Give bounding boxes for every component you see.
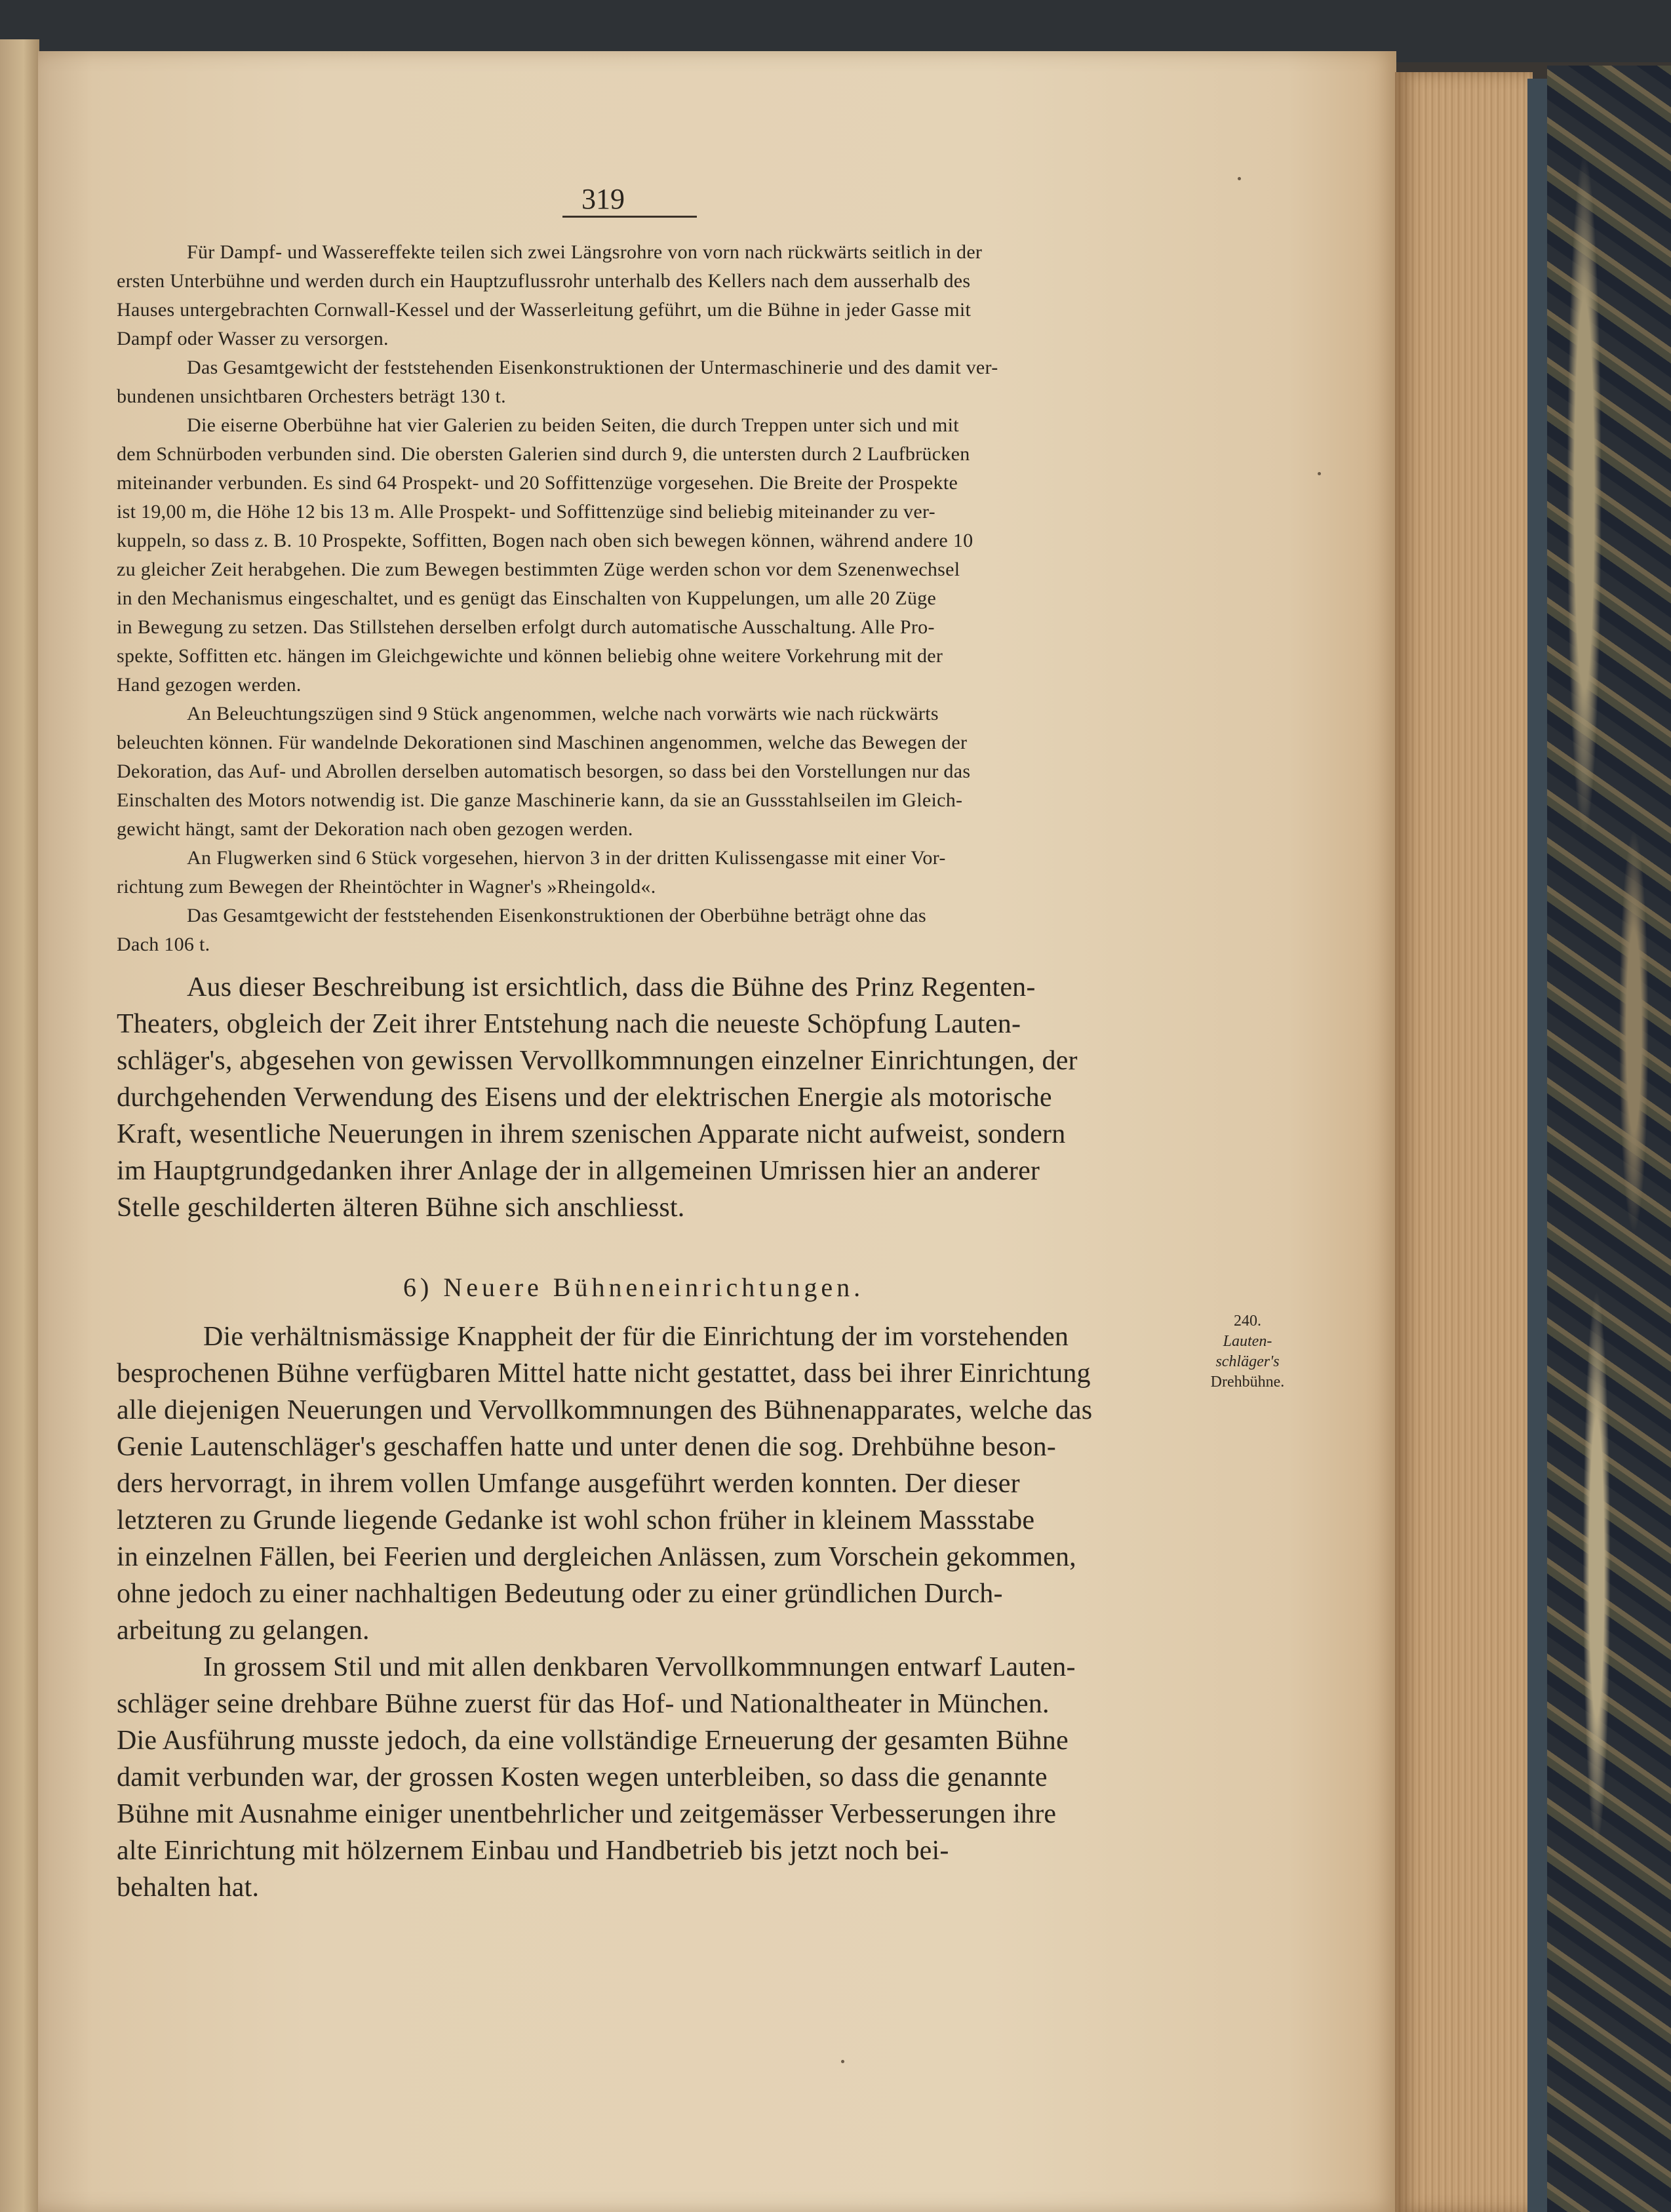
text-line: spekte, Soffitten etc. hängen im Gleichgewichte und können beliebig ohne weitere Vorkehrung mit der <box>117 645 943 667</box>
margin-note-number: 240. <box>1234 1313 1261 1330</box>
text-line: Die eiserne Oberbühne hat vier Galerien zu beiden Seiten, die durch Treppen unter sich und mit <box>187 414 959 436</box>
text-line: richtung zum Bewegen der Rheintöchter in Wagner's »Rheingold«. <box>117 876 656 898</box>
text-line: Dekoration, das Auf- und Abrollen derselben automatisch besorgen, so dass bei den Vorstellungen nur das <box>117 760 971 782</box>
text-line: bundenen unsichtbaren Orchesters beträgt 130 t. <box>117 385 506 407</box>
text-line: durchgehenden Verwendung des Eisens und der elektrischen Energie als motorische <box>117 1082 1052 1113</box>
text-line: damit verbunden war, der grossen Kosten wegen unterbleiben, so dass die genannte <box>117 1762 1048 1792</box>
margin-note-line3: Drehbühne. <box>1210 1373 1285 1391</box>
text-line: gewicht hängt, samt der Dekoration nach oben gezogen werden. <box>117 818 633 840</box>
text-line: alle diejenigen Neuerungen und Vervollkommnungen des Bühnenapparates, welche das <box>117 1395 1093 1425</box>
text-line: ders hervorragt, in ihrem vollen Umfange ausgeführt werden konnten. Der dieser <box>117 1469 1020 1499</box>
text-line: Für Dampf- und Wassereffekte teilen sich zwei Längsrohre von vorn nach rückwärts seitlich in der <box>187 241 983 263</box>
text-line: Dampf oder Wasser zu versorgen. <box>117 328 389 349</box>
text-line: in den Mechanismus eingeschaltet, und es genügt das Einschalten von Kuppelungen, um alle 20 Züge <box>117 587 937 609</box>
text-line: in einzelnen Fällen, bei Feerien und dergleichen Anlässen, zum Vorschein gekommen, <box>117 1542 1076 1572</box>
text-line: Hauses untergebrachten Cornwall-Kessel und der Wasserleitung geführt, um die Bühne in jeder Gasse mit <box>117 299 972 321</box>
book-cover-band <box>1527 79 1548 2212</box>
text-line: Bühne mit Ausnahme einiger unentbehrlicher und zeitgemässer Verbesserungen ihre <box>117 1799 1057 1829</box>
text-line: zu gleicher Zeit herabgehen. Die zum Bewegen bestimmten Züge werden schon vor dem Szenenwechsel <box>117 559 960 580</box>
text-line: An Beleuchtungszügen sind 9 Stück angenommen, welche nach vorwärts wie nach rückwärts <box>187 703 939 724</box>
margin-note-line2: schläger's <box>1215 1353 1280 1370</box>
text-line: Dach 106 t. <box>117 934 210 955</box>
text-line: im Hauptgrundgedanken ihrer Anlage der in allgemeinen Umrissen hier an anderer <box>117 1156 1040 1186</box>
text-line: miteinander verbunden. Es sind 64 Prospekt- und 20 Soffittenzüge vorgesehen. Die Breite der Prospekte <box>117 472 958 494</box>
text-line: Theaters, obgleich der Zeit ihrer Entstehung nach die neueste Schöpfung Lauten- <box>117 1009 1021 1039</box>
text-line: schläger's, abgesehen von gewissen Vervollkommnungen einzelner Einrichtungen, der <box>117 1046 1078 1076</box>
text-line: An Flugwerken sind 6 Stück vorgesehen, hiervon 3 in der dritten Kulissengasse mit einer Vor- <box>187 847 946 869</box>
text-line: Aus dieser Beschreibung ist ersichtlich, dass die Bühne des Prinz Regenten- <box>187 972 1036 1002</box>
text-line: schläger seine drehbare Bühne zuerst für das Hof- und Nationaltheater in München. <box>117 1689 1050 1719</box>
text-line: ist 19,00 m, die Höhe 12 bis 13 m. Alle Prospekt- und Soffittenzüge sind beliebig miteinander zu ver- <box>117 501 935 523</box>
paper-speck <box>1238 177 1241 180</box>
text-line: dem Schnürboden verbunden sind. Die obersten Galerien sind durch 9, die untersten durch 2 Laufbrücken <box>117 443 970 465</box>
text-line: Einschalten des Motors notwendig ist. Die ganze Maschinerie kann, da sie an Gussstahlseilen im Gleich- <box>117 789 963 811</box>
text-line: Genie Lautenschläger's geschaffen hatte und unter denen die sog. Drehbühne beson- <box>117 1432 1056 1462</box>
page-number-rule <box>562 216 697 218</box>
text-line: kuppeln, so dass z. B. 10 Prospekte, Soffitten, Bogen nach oben sich bewegen können, während andere 10 <box>117 530 973 551</box>
text-line: Das Gesamtgewicht der feststehenden Eisenkonstruktionen der Untermaschinerie und des damit ver- <box>187 357 998 378</box>
text-line: behalten hat. <box>117 1872 260 1903</box>
text-line: in Bewegung zu setzen. Das Stillstehen derselben erfolgt durch automatische Ausschaltung. Alle Pro- <box>117 616 935 638</box>
page-block-edges <box>1395 72 1533 2212</box>
text-line: Das Gesamtgewicht der feststehenden Eisenkonstruktionen der Oberbühne beträgt ohne das <box>187 905 926 926</box>
text-line: arbeitung zu gelangen. <box>117 1615 370 1646</box>
page-number: 319 <box>581 183 625 215</box>
paper-speck <box>1318 472 1321 475</box>
text-line: Stelle geschilderten älteren Bühne sich anschliesst. <box>117 1193 685 1223</box>
text-line: Hand gezogen werden. <box>117 674 302 696</box>
text-line: alte Einrichtung mit hölzernem Einbau und Handbetrieb bis jetzt noch bei- <box>117 1836 949 1866</box>
text-line: beleuchten können. Für wandelnde Dekorationen sind Maschinen angenommen, welche das Bewegen der <box>117 732 968 753</box>
text-line: ohne jedoch zu einer nachhaltigen Bedeutung oder zu einer gründlichen Durch- <box>117 1579 1003 1609</box>
text-line: letzteren zu Grunde liegende Gedanke ist wohl schon früher in kleinem Massstabe <box>117 1505 1035 1535</box>
text-line: Die Ausführung musste jedoch, da eine vollständige Erneuerung der gesamten Bühne <box>117 1726 1069 1756</box>
text-line: ersten Unterbühne und werden durch ein Hauptzuflussrohr unterhalb des Kellers nach dem ausserhalb des <box>117 270 971 292</box>
left-page-edge <box>0 39 39 2212</box>
text-line: besprochenen Bühne verfügbaren Mittel hatte nicht gestattet, dass bei ihrer Einrichtung <box>117 1358 1091 1389</box>
text-line: Die verhältnismässige Knappheit der für die Einrichtung der im vorstehenden <box>203 1322 1069 1352</box>
marbled-endpaper <box>1547 66 1671 2212</box>
section-heading: 6) Neuere Bühneneinrichtungen. <box>403 1273 865 1302</box>
text-line: In grossem Stil und mit allen denkbaren Vervollkommnungen entwarf Lauten- <box>203 1652 1076 1682</box>
margin-note-line1: Lauten- <box>1223 1333 1272 1350</box>
text-line: Kraft, wesentliche Neuerungen in ihrem szenischen Apparate nicht aufweist, sondern <box>117 1119 1066 1149</box>
paper-speck <box>841 2060 844 2063</box>
